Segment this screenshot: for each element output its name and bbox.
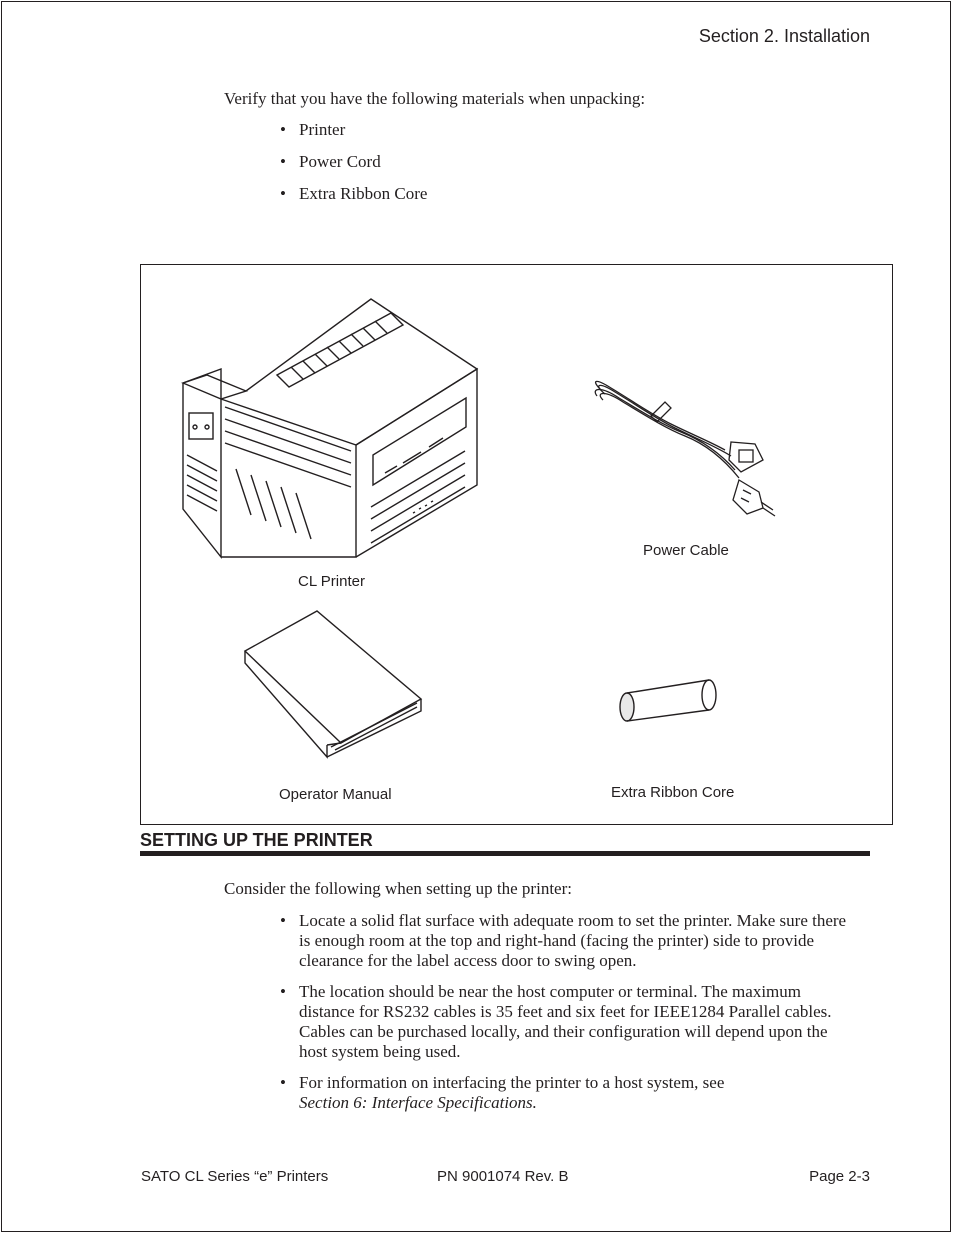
list-item — [280, 1073, 852, 1113]
section-reference: Section 6: Interface Specifications. — [299, 1093, 537, 1112]
list-item-text: Locate a solid flat surface with adequate room to set the printer. Make sure there is enough room at the top and right-hand (facing the printer) side to provide clearance for the label access door to swing open. — [299, 911, 847, 970]
setup-intro: Consider the following when setting up the printer: — [224, 879, 572, 898]
printer-illustration — [181, 295, 461, 565]
materials-figure — [140, 264, 893, 825]
list-item: • Printer — [280, 120, 427, 152]
section-heading: SETTING UP THE PRINTER — [140, 830, 373, 850]
list-item: • Power Cord — [280, 152, 427, 184]
footer-product: SATO CL Series “e” Printers — [141, 1168, 329, 1185]
ribbon-core-label: Extra Ribbon Core — [611, 784, 735, 801]
list-item — [280, 982, 852, 1062]
ribbon-core-illustration — [615, 673, 725, 723]
heading-rule — [140, 851, 870, 856]
power-cable-label: Power Cable — [643, 542, 729, 559]
manual-illustration — [241, 607, 431, 757]
section-header: Section 2. Installation — [698, 26, 870, 46]
cl-printer-label: CL Printer — [298, 573, 365, 590]
list-item: • Extra Ribbon Core — [280, 184, 427, 216]
list-item-text: The location should be near the host computer or terminal. The maximum distance for RS232 cables is 35 feet and six feet for IEEE1284 Parallel cables. Cables can be purchased locally, and their configuration will depend upon the host system being used. — [299, 982, 832, 1061]
unpacking-intro: Verify that you have the following materials when unpacking: — [224, 89, 646, 108]
unpacking-list — [280, 120, 427, 216]
list-item-text: For information on interfacing the printer to a host system, see — [299, 1073, 725, 1092]
footer-part-number: PN 9001074 Rev. B — [437, 1168, 569, 1185]
power-cable-illustration — [591, 380, 791, 520]
list-item — [280, 911, 852, 971]
setup-list — [280, 911, 852, 1124]
operator-manual-label: Operator Manual — [279, 786, 392, 803]
footer-page: Page 2-3 — [809, 1168, 870, 1185]
